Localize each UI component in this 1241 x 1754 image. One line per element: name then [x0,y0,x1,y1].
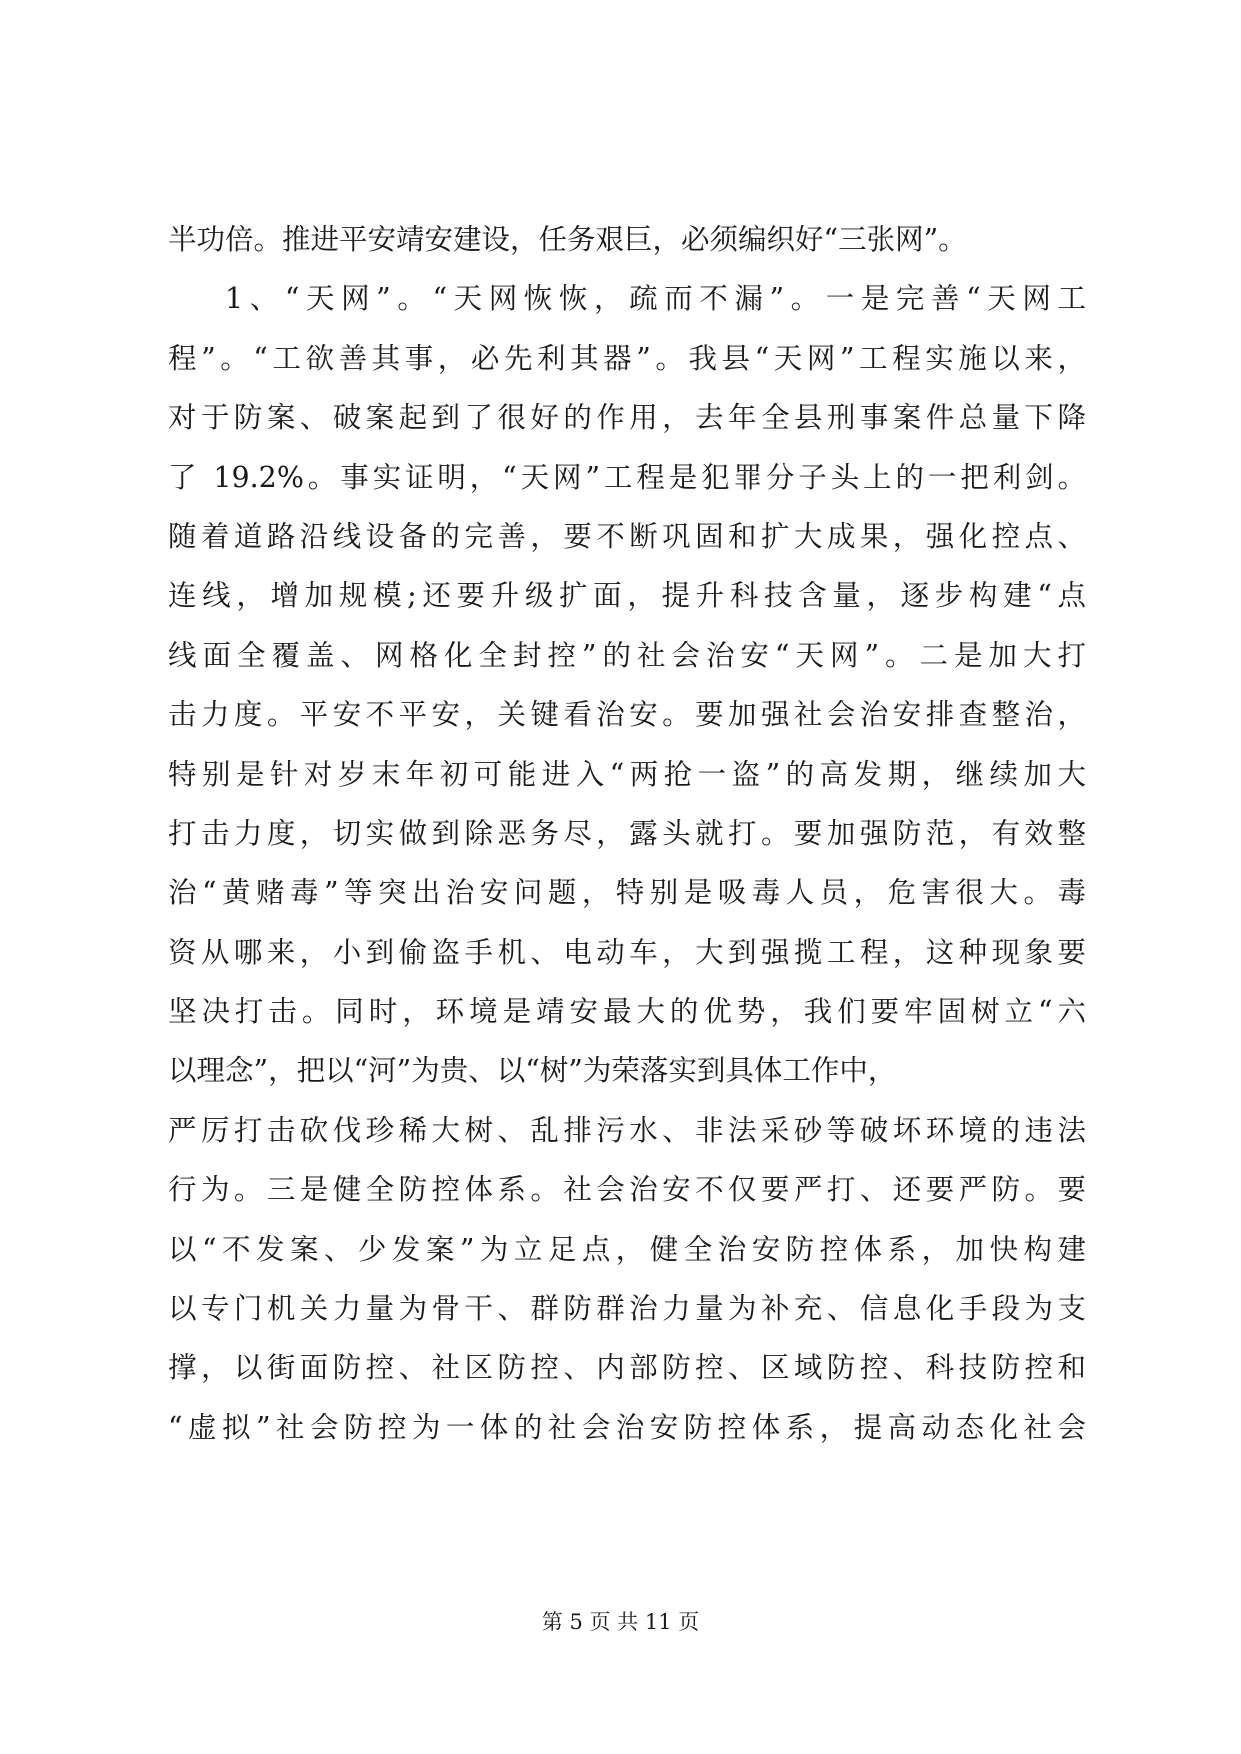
text-line: 以专门机关力量为骨干、群防群治力量为补充、信息化手段为支 [168,1292,1086,1326]
text-line: 击力度。平安不平安，关键看治安。要加强社会治安排查整治， [168,698,1086,732]
page-number-footer: 第 5 页 共 11 页 [541,1610,700,1634]
text-line: “虚拟”社会防控为一体的社会治安防控体系，提高动态化社会 [168,1410,1086,1444]
text-line: 以“不发案、少发案”为立足点，健全治安防控体系，加快构建 [168,1232,1086,1266]
text-line: 坚决打击。同时，环境是靖安最大的优势，我们要牢固树立“六 [168,995,1086,1029]
text-line: 以理念”，把以“河”为贵、以“树”为荣落实到具体工作中， [168,1054,897,1088]
text-line: 程”。“工欲善其事，必先利其器”。我县“天网”工程实施以来， [168,341,1086,375]
text-line: 1、“天网”。“天网恢恢，疏而不漏”。一是完善“天网工 [225,282,1086,316]
text-line: 严厉打击砍伐珍稀大树、乱排污水、非法采砂等破坏环境的违法 [168,1113,1086,1147]
text-line: 撑，以街面防控、社区防控、内部防控、区域防控、科技防控和 [168,1351,1086,1385]
text-line: 半功倍。推进平安靖安建设，任务艰巨，必须编织好“三张网”。 [168,223,967,256]
text-line: 随着道路沿线设备的完善，要不断巩固和扩大成果，强化控点、 [168,519,1086,553]
text-line: 线面全覆盖、网格化全封控”的社会治安“天网”。二是加大打 [168,638,1086,672]
text-line: 打击力度，切实做到除恶务尽，露头就打。要加强防范，有效整 [168,816,1086,850]
body-text [168,210,1086,1457]
text-line: 行为。三是健全防控体系。社会治安不仅要严打、还要严防。要 [168,1173,1086,1207]
text-line: 连线，增加规模;还要升级扩面，提升科技含量，逐步构建“点 [168,579,1086,613]
text-line: 治“黄赌毒”等突出治安问题，特别是吸毒人员，危害很大。毒 [168,876,1086,910]
text-line: 特别是针对岁末年初可能进入“两抢一盗”的高发期，继续加大 [168,757,1086,791]
text-line: 了 19.2%。事实证明，“天网”工程是犯罪分子头上的一把利剑。 [168,460,1086,494]
text-line: 资从哪来，小到偷盗手机、电动车，大到强揽工程，这种现象要 [168,935,1086,969]
text-line: 对于防案、破案起到了很好的作用，去年全县刑事案件总量下降 [168,401,1086,435]
